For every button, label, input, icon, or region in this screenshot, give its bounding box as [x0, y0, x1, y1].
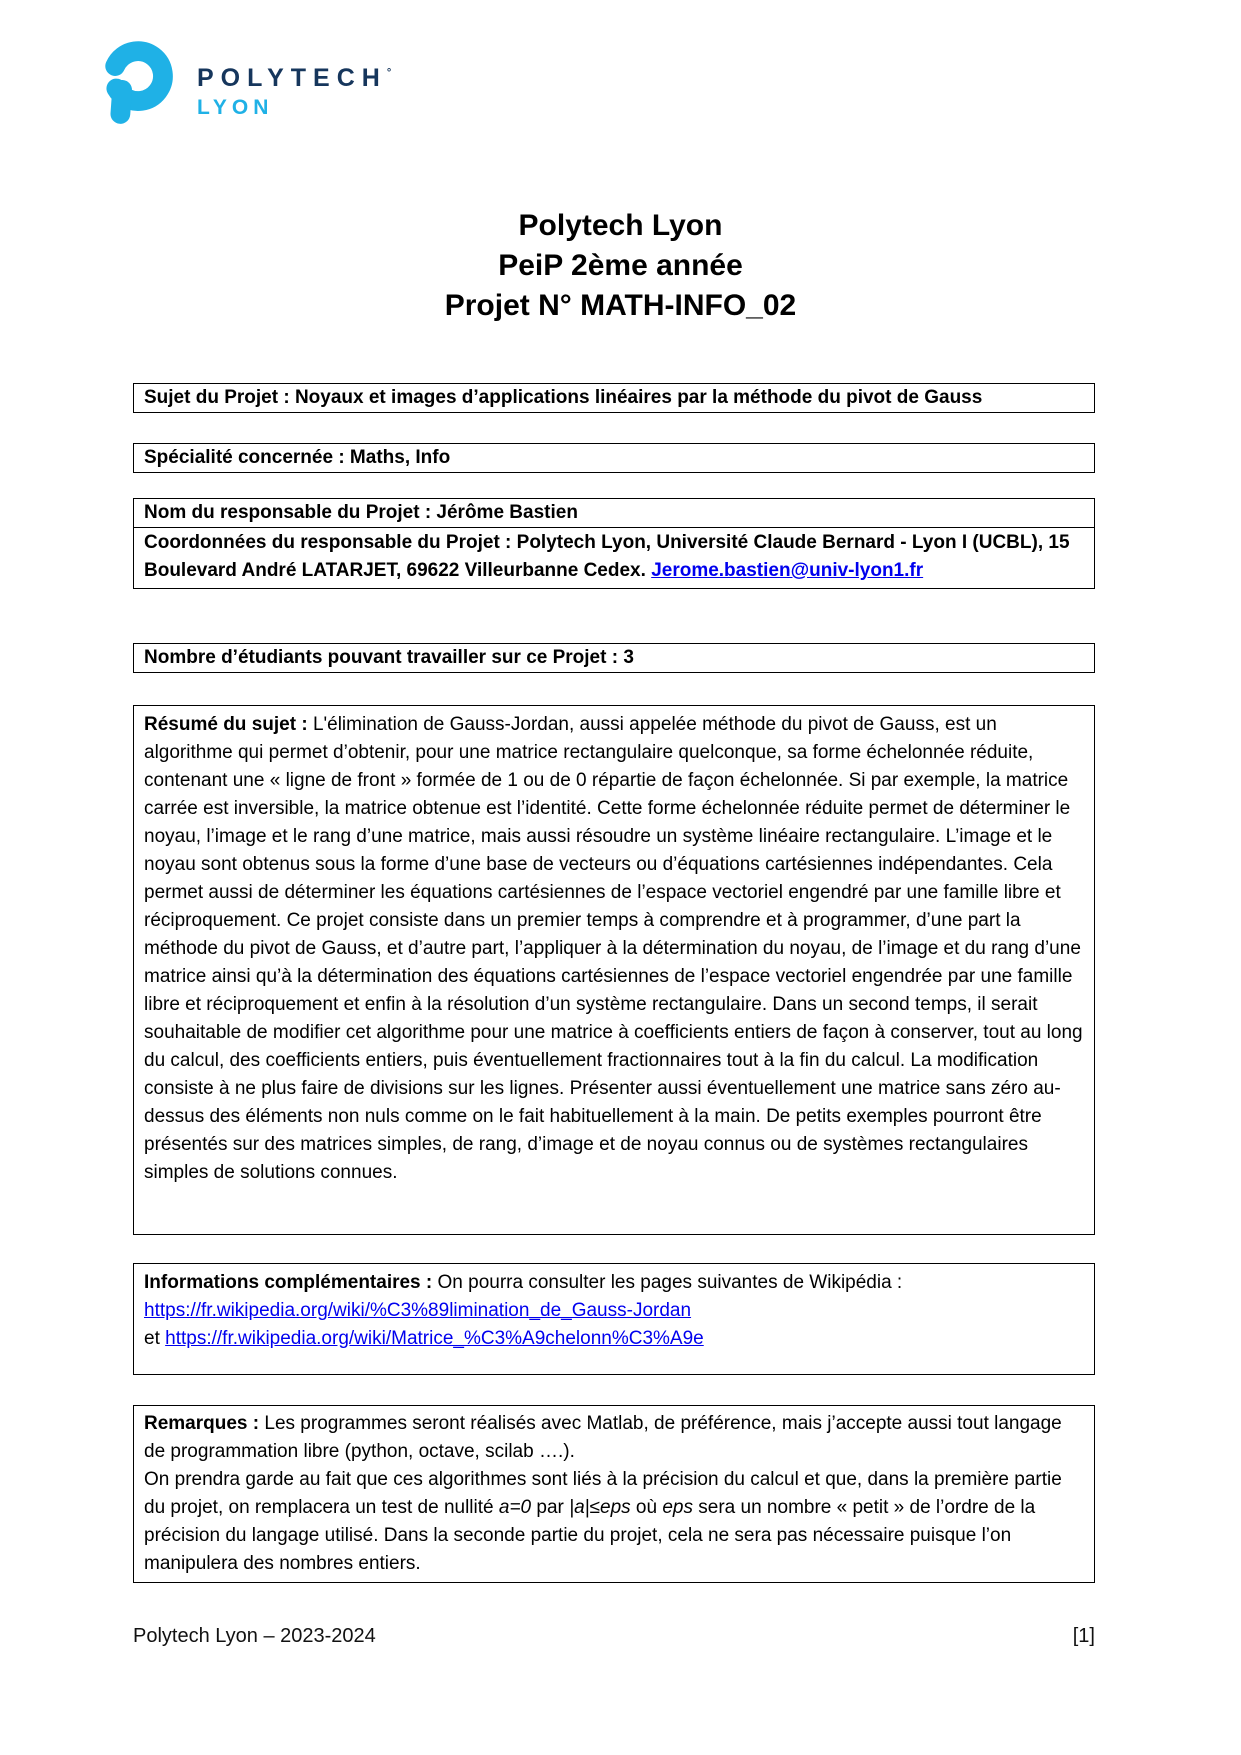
remarques-p2-seg1: On prendra garde au fait que ces algorithmes sont liés à la précision du calcul et que, dans la première partie du projet, on remplacera un test de nullité — [144, 1469, 1062, 1518]
wikipedia-link-matrice-echelonnee[interactable]: https://fr.wikipedia.org/wiki/Matrice_%C3%A9chelonn%C3%A9e — [165, 1328, 704, 1349]
polytech-p-icon — [95, 40, 181, 132]
logo-brand-text: POLYTECH — [197, 64, 387, 92]
remarques-box — [133, 1405, 1095, 1583]
logo-city: LYON — [197, 96, 274, 119]
wikipedia-link-gauss-jordan[interactable]: https://fr.wikipedia.org/wiki/%C3%89limination_de_Gauss-Jordan — [144, 1300, 692, 1321]
page-footer — [133, 1622, 1095, 1650]
responsable-coordonnees-text: Coordonnées du responsable du Projet : Polytech Lyon, Université Claude Bernard - Lyon I (UCBL), 15 Boulevard André LATARJET, 69622 Villeurbanne Cedex. — [144, 532, 1070, 581]
informations-label: Informations complémentaires : — [144, 1272, 433, 1293]
informations-link2-line — [144, 1325, 1084, 1353]
responsable-coordonnees — [134, 528, 1094, 588]
informations-et: et — [144, 1328, 160, 1349]
resume-box — [133, 705, 1095, 1235]
remarques-p2-seg4: sera un nombre « petit » de l’ordre de la précision du langage utilisé. Dans la seconde partie du projet, cela ne sera pas nécessaire puisque l’on manipulera des nombres entiers. — [144, 1497, 1036, 1574]
remarques-p2-seg3: où — [630, 1497, 663, 1518]
responsable-box — [133, 498, 1095, 589]
footer-left: Polytech Lyon – 2023-2024 — [133, 1625, 376, 1647]
logo-brand — [197, 66, 391, 91]
resume-text: L'élimination de Gauss-Jordan, aussi appelée méthode du pivot de Gauss, est un algorithme qui permet d’obtenir, pour une matrice rectangulaire quelconque, sa forme échelonnée réduite, contenant une « ligne de front » formée de 1 ou de 0 répartie de façon échelonnée. Si par exemple, la matrice carrée est inversible, la matrice obtenue est l’identité. Cette forme échelonnée réduite permet de déterminer le noyau, l’image et le rang d’une matrice, mais aussi résoudre un système linéaire rectangulaire. L’image et le noyau sont obtenus sous la forme d’une base de vecteurs ou d’équations cartésiennes indépendantes. Cela permet aussi de déterminer les équations cartésiennes de l’espace vectoriel engendré par une famille libre et réciproquement. Ce projet consiste dans un premier temps à comprendre et à programmer, d’une part la méthode du pivot de Gauss, et d’autre part, l’appliquer à la détermination du noyau, de l’image et du rang d’une matrice ainsi qu’à la détermination des équations cartésiennes de l’espace vectoriel engendrée par une famille libre et réciproquement et enfin à la résolution d’un système rectangulaire. Dans un second temps, il serait souhaitable de modifier cet algorithme pour une matrice à coefficients entiers de façon à conserver, tout au long du calcul, des coefficients entiers, puis éventuellement fractionnaires tout à la fin du calcul. La modification consiste à ne plus faire de divisions sur les lignes. Présenter aussi éventuellement une matrice sans zéro au-dessus des éléments non nuls comme on le fait habituellement à la main. De petits exemples pourront être présentés sur des matrices simples, de rang, d’image et de noyau connus ou de systèmes rectangulaires simples de solutions connues. — [144, 714, 1083, 1183]
specialite-box — [133, 443, 1095, 473]
remarques-math-abs-eps: |a|≤eps — [569, 1497, 631, 1518]
remarques-math-eps: eps — [662, 1497, 693, 1518]
informations-box — [133, 1263, 1095, 1375]
polytech-logo — [95, 40, 415, 135]
specialite-text: Spécialité concernée : Maths, Info — [144, 447, 451, 468]
remarques-paragraph-1 — [144, 1410, 1084, 1466]
sujet-box — [133, 383, 1095, 413]
sujet-text: Sujet du Projet : Noyaux et images d’applications linéaires par la méthode du pivot de Gauss — [144, 387, 983, 408]
informations-intro — [144, 1269, 1084, 1297]
remarques-math-a0: a=0 — [498, 1497, 532, 1518]
etudiants-text: Nombre d’étudiants pouvant travailler sur ce Projet : 3 — [144, 647, 634, 668]
title-line-2: PeiP 2ème année — [498, 249, 743, 282]
page-title — [0, 206, 1241, 326]
informations-link1-line — [144, 1297, 1084, 1325]
informations-intro-text: On pourra consulter les pages suivantes de Wikipédia : — [437, 1272, 903, 1293]
title-line-1: Polytech Lyon — [518, 209, 723, 242]
title-line-3: Projet N° MATH-INFO_02 — [444, 289, 797, 322]
etudiants-box — [133, 643, 1095, 673]
remarques-paragraph-2 — [144, 1466, 1084, 1578]
responsable-email-link[interactable]: Jerome.bastien@univ-lyon1.fr — [651, 560, 924, 581]
resume-label: Résumé du sujet : — [144, 714, 308, 735]
remarques-label: Remarques : — [144, 1413, 260, 1434]
resume-paragraph — [144, 711, 1084, 1187]
remarques-p1-text: Les programmes seront réalisés avec Matlab, de préférence, mais j’accepte aussi tout langage de programmation libre (python, octave, scilab ….). — [144, 1413, 1062, 1462]
remarques-p2-seg2: par — [531, 1497, 570, 1518]
page-number: [1] — [1072, 1625, 1095, 1647]
logo-trademark: ° — [386, 67, 392, 79]
responsable-nom: Nom du responsable du Projet : Jérôme Bastien — [134, 499, 1094, 528]
